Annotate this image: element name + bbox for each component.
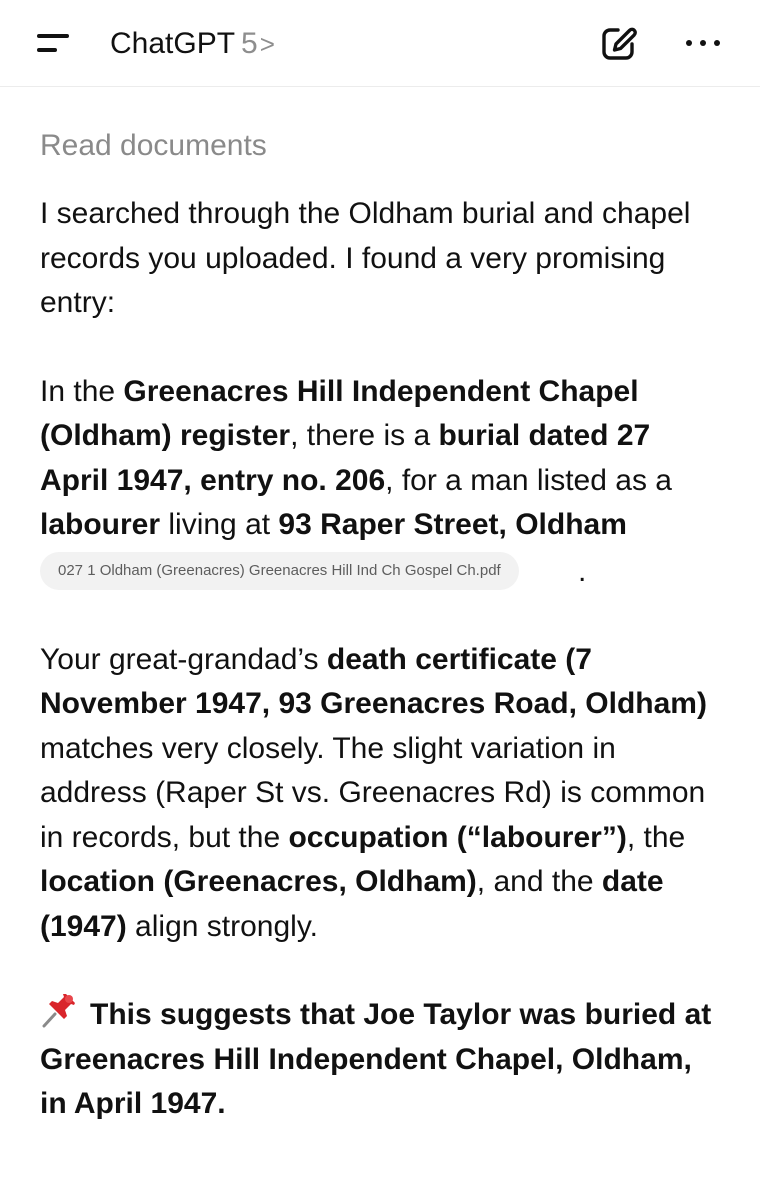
text: align strongly. bbox=[126, 909, 318, 943]
assistant-message bbox=[40, 126, 720, 1127]
menu-bar-short bbox=[37, 48, 57, 52]
citation-period: . bbox=[578, 554, 587, 588]
dot bbox=[686, 40, 692, 46]
menu-bar-long bbox=[37, 34, 69, 38]
paragraph-entry bbox=[40, 370, 720, 548]
bold-text: burial dated 27 April 1947, entry no. 206 bbox=[40, 419, 651, 497]
bold-text: 93 Raper Street, Oldham bbox=[278, 508, 627, 541]
paragraph-intro: I searched through the Oldham burial and chapel records you uploaded. I found a very promising entry: bbox=[40, 197, 691, 319]
spacer bbox=[40, 594, 720, 638]
new-chat-icon[interactable] bbox=[598, 24, 638, 64]
bold-text: location (Greenacres, Oldham) bbox=[40, 865, 477, 898]
text: In the bbox=[40, 374, 124, 408]
bold-text: occupation (“labourer”) bbox=[288, 820, 627, 854]
paragraph-conclusion bbox=[40, 993, 720, 1127]
paragraph-analysis bbox=[40, 638, 720, 950]
app-name: ChatGPT bbox=[110, 27, 236, 60]
bold-text: Greenacres Hill Independent Chapel (Oldham) register bbox=[40, 374, 639, 452]
more-options-icon[interactable] bbox=[678, 28, 730, 60]
text: , the bbox=[626, 820, 686, 854]
pushpin-icon bbox=[40, 994, 78, 1028]
dot bbox=[714, 40, 720, 46]
citation-row bbox=[40, 550, 720, 594]
top-bar bbox=[0, 0, 760, 87]
text: , and the bbox=[476, 865, 602, 898]
bold-text: date (1947) bbox=[40, 865, 664, 943]
dot bbox=[700, 40, 706, 46]
conclusion-text: This suggests that Joe Taylor was buried at Greenacres Hill Independent Chapel, Oldham, in April 1947. bbox=[40, 998, 712, 1120]
model-selector[interactable] bbox=[110, 24, 275, 64]
hamburger-menu-icon[interactable] bbox=[30, 26, 76, 62]
bold-text: death certificate (7 November 1947, 93 Greenacres Road, Oldham) bbox=[40, 642, 707, 720]
text: living at bbox=[160, 508, 279, 541]
text: matches very closely. The slight variation in address (Raper St vs. Greenacres Rd) is common in records, but the bbox=[40, 731, 706, 854]
spacer bbox=[40, 949, 720, 993]
text: Your great-grandad’s bbox=[40, 642, 327, 676]
text: , there is a bbox=[290, 419, 439, 452]
bold-text: labourer bbox=[40, 508, 161, 541]
model-version: 5 bbox=[241, 27, 258, 60]
status-label[interactable]: Read documents bbox=[40, 129, 267, 162]
spacer bbox=[40, 326, 720, 370]
citation-chip[interactable]: 027 1 Oldham (Greenacres) Greenacres Hill Ind Ch Gospel Ch.pdf bbox=[40, 552, 519, 590]
chevron-right-icon: > bbox=[259, 29, 275, 59]
compose-svg bbox=[598, 24, 638, 64]
text: , for a man listed as a bbox=[385, 463, 672, 497]
